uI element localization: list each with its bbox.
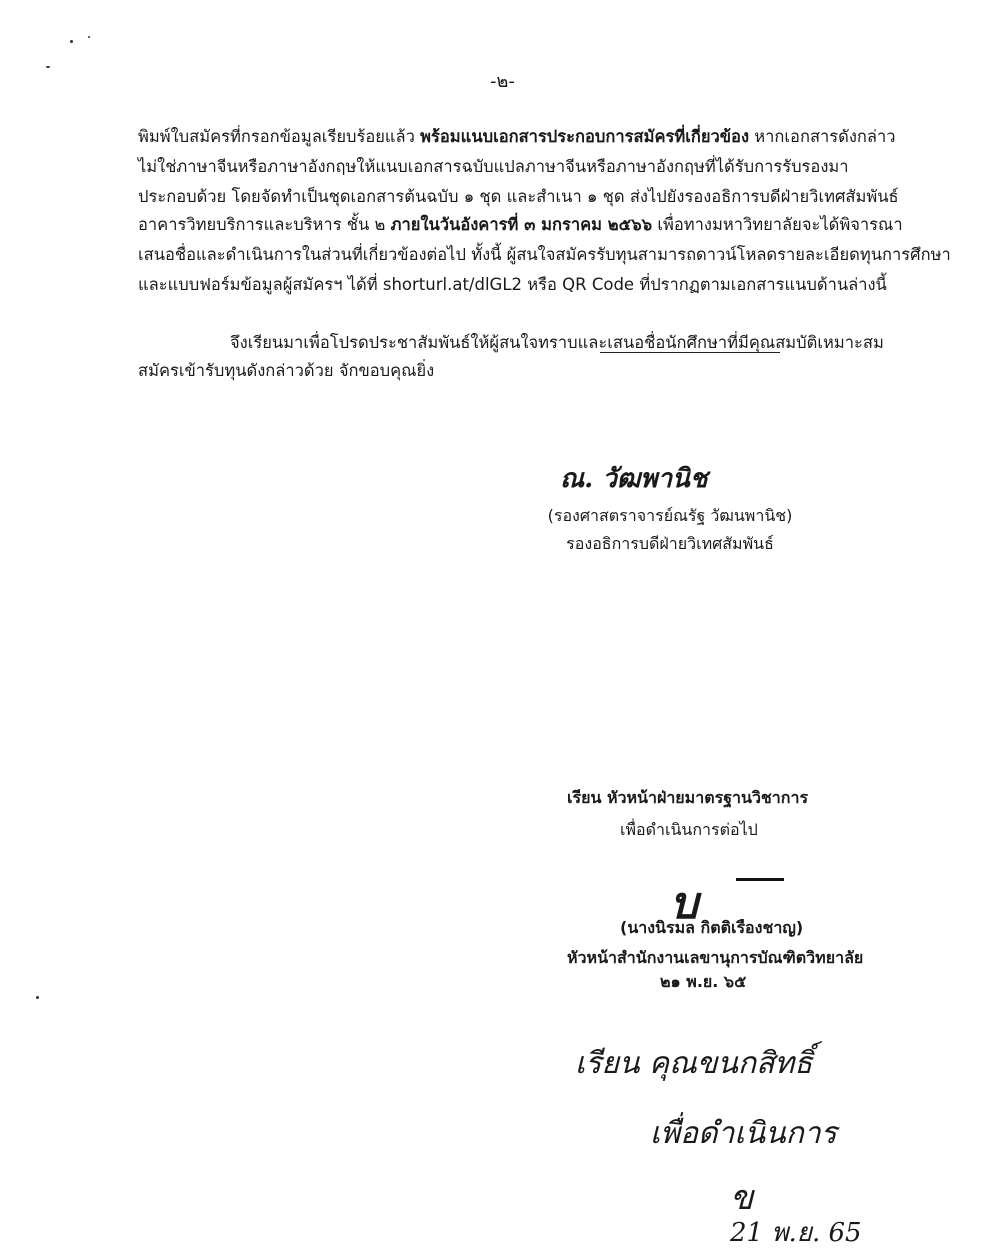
- page-number: -๒-: [490, 71, 515, 92]
- stamp-name: (นางนิรมล กิตติเรืองชาญ): [620, 918, 804, 937]
- underline-mark: [600, 352, 780, 353]
- handwritten-note-line-2: เพื่อดำเนินการ: [650, 1116, 837, 1151]
- scan-speck: [88, 36, 90, 38]
- signer-1-title: รองอธิการบดีฝ่ายวิเทศสัมพันธ์: [566, 534, 774, 553]
- scan-speck: [46, 66, 50, 68]
- signature-1: ณ. วัฒพานิช: [560, 464, 708, 494]
- stamp-line-2: เพื่อดำเนินการต่อไป: [620, 820, 758, 839]
- body-line: ไม่ใช่ภาษาจีนหรือภาษาอังกฤษให้แนบเอกสารฉบับแปลภาษาจีนหรือภาษาอังกฤษที่ได้รับการรับรองมา: [138, 157, 849, 176]
- body-line: อาคารวิทยบริการและบริหาร ชั้น ๒ ภายในวันอังคารที่ ๓ มกราคม ๒๕๖๖ เพื่อทางมหาวิทยาลัยจะได้พิจารณา: [138, 215, 903, 234]
- scan-speck: [70, 40, 73, 43]
- body-line: และแบบฟอร์มข้อมูลผู้สมัครฯ ได้ที่ shorturl.at/dlGL2 หรือ QR Code ที่ปรากฏตามเอกสารแนบด้านล่างนี้: [138, 275, 887, 294]
- body-line: พิมพ์ใบสมัครที่กรอกข้อมูลเรียบร้อยแล้ว พร้อมแนบเอกสารประกอบการสมัครที่เกี่ยวข้อง หากเอกสารดังกล่าว: [138, 127, 896, 146]
- closing-line-1: จึงเรียนมาเพื่อโปรดประชาสัมพันธ์ให้ผู้สนใจทราบและเสนอชื่อนักศึกษาที่มีคุณสมบัติเหมาะสม: [230, 333, 884, 352]
- body-line: ประกอบด้วย โดยจัดทำเป็นชุดเอกสารต้นฉบับ ๑ ชุด และสำเนา ๑ ชุด ส่งไปยังรองอธิการบดีฝ่ายวิเทศสัมพันธ์: [138, 187, 899, 206]
- handwritten-note-line-1: เรียน คุณขนกสิทธิ์: [575, 1046, 813, 1081]
- handwritten-note-line-3: ข: [730, 1178, 754, 1218]
- stamp-title: หัวหน้าสำนักงานเลขานุการบัณฑิตวิทยาลัย: [567, 948, 864, 967]
- closing-line-2: สมัครเข้ารับทุนดังกล่าวด้วย จักขอบคุณยิ่ง: [138, 361, 435, 380]
- body-line: เสนอชื่อและดำเนินการในส่วนที่เกี่ยวข้องต่อไป ทั้งนี้ ผู้สนใจสมัครรับทุนสามารถดาวน์โหลดรายละเอียดทุนการศึกษา: [138, 245, 951, 264]
- stamp-date: ๒๑ พ.ย. ๖๕: [660, 972, 747, 991]
- scan-speck: [36, 996, 39, 999]
- stamp-line-1: เรียน หัวหน้าฝ่ายมาตรฐานวิชาการ: [567, 788, 809, 807]
- signature-stroke: [736, 878, 784, 881]
- handwritten-note-line-4: 21 พ.ย. 65: [730, 1218, 862, 1248]
- body-paragraph: [138, 124, 951, 294]
- signature-2: บ: [670, 878, 698, 929]
- signer-1-name: (รองศาสตราจารย์ณรัฐ วัฒนพานิช): [547, 506, 793, 525]
